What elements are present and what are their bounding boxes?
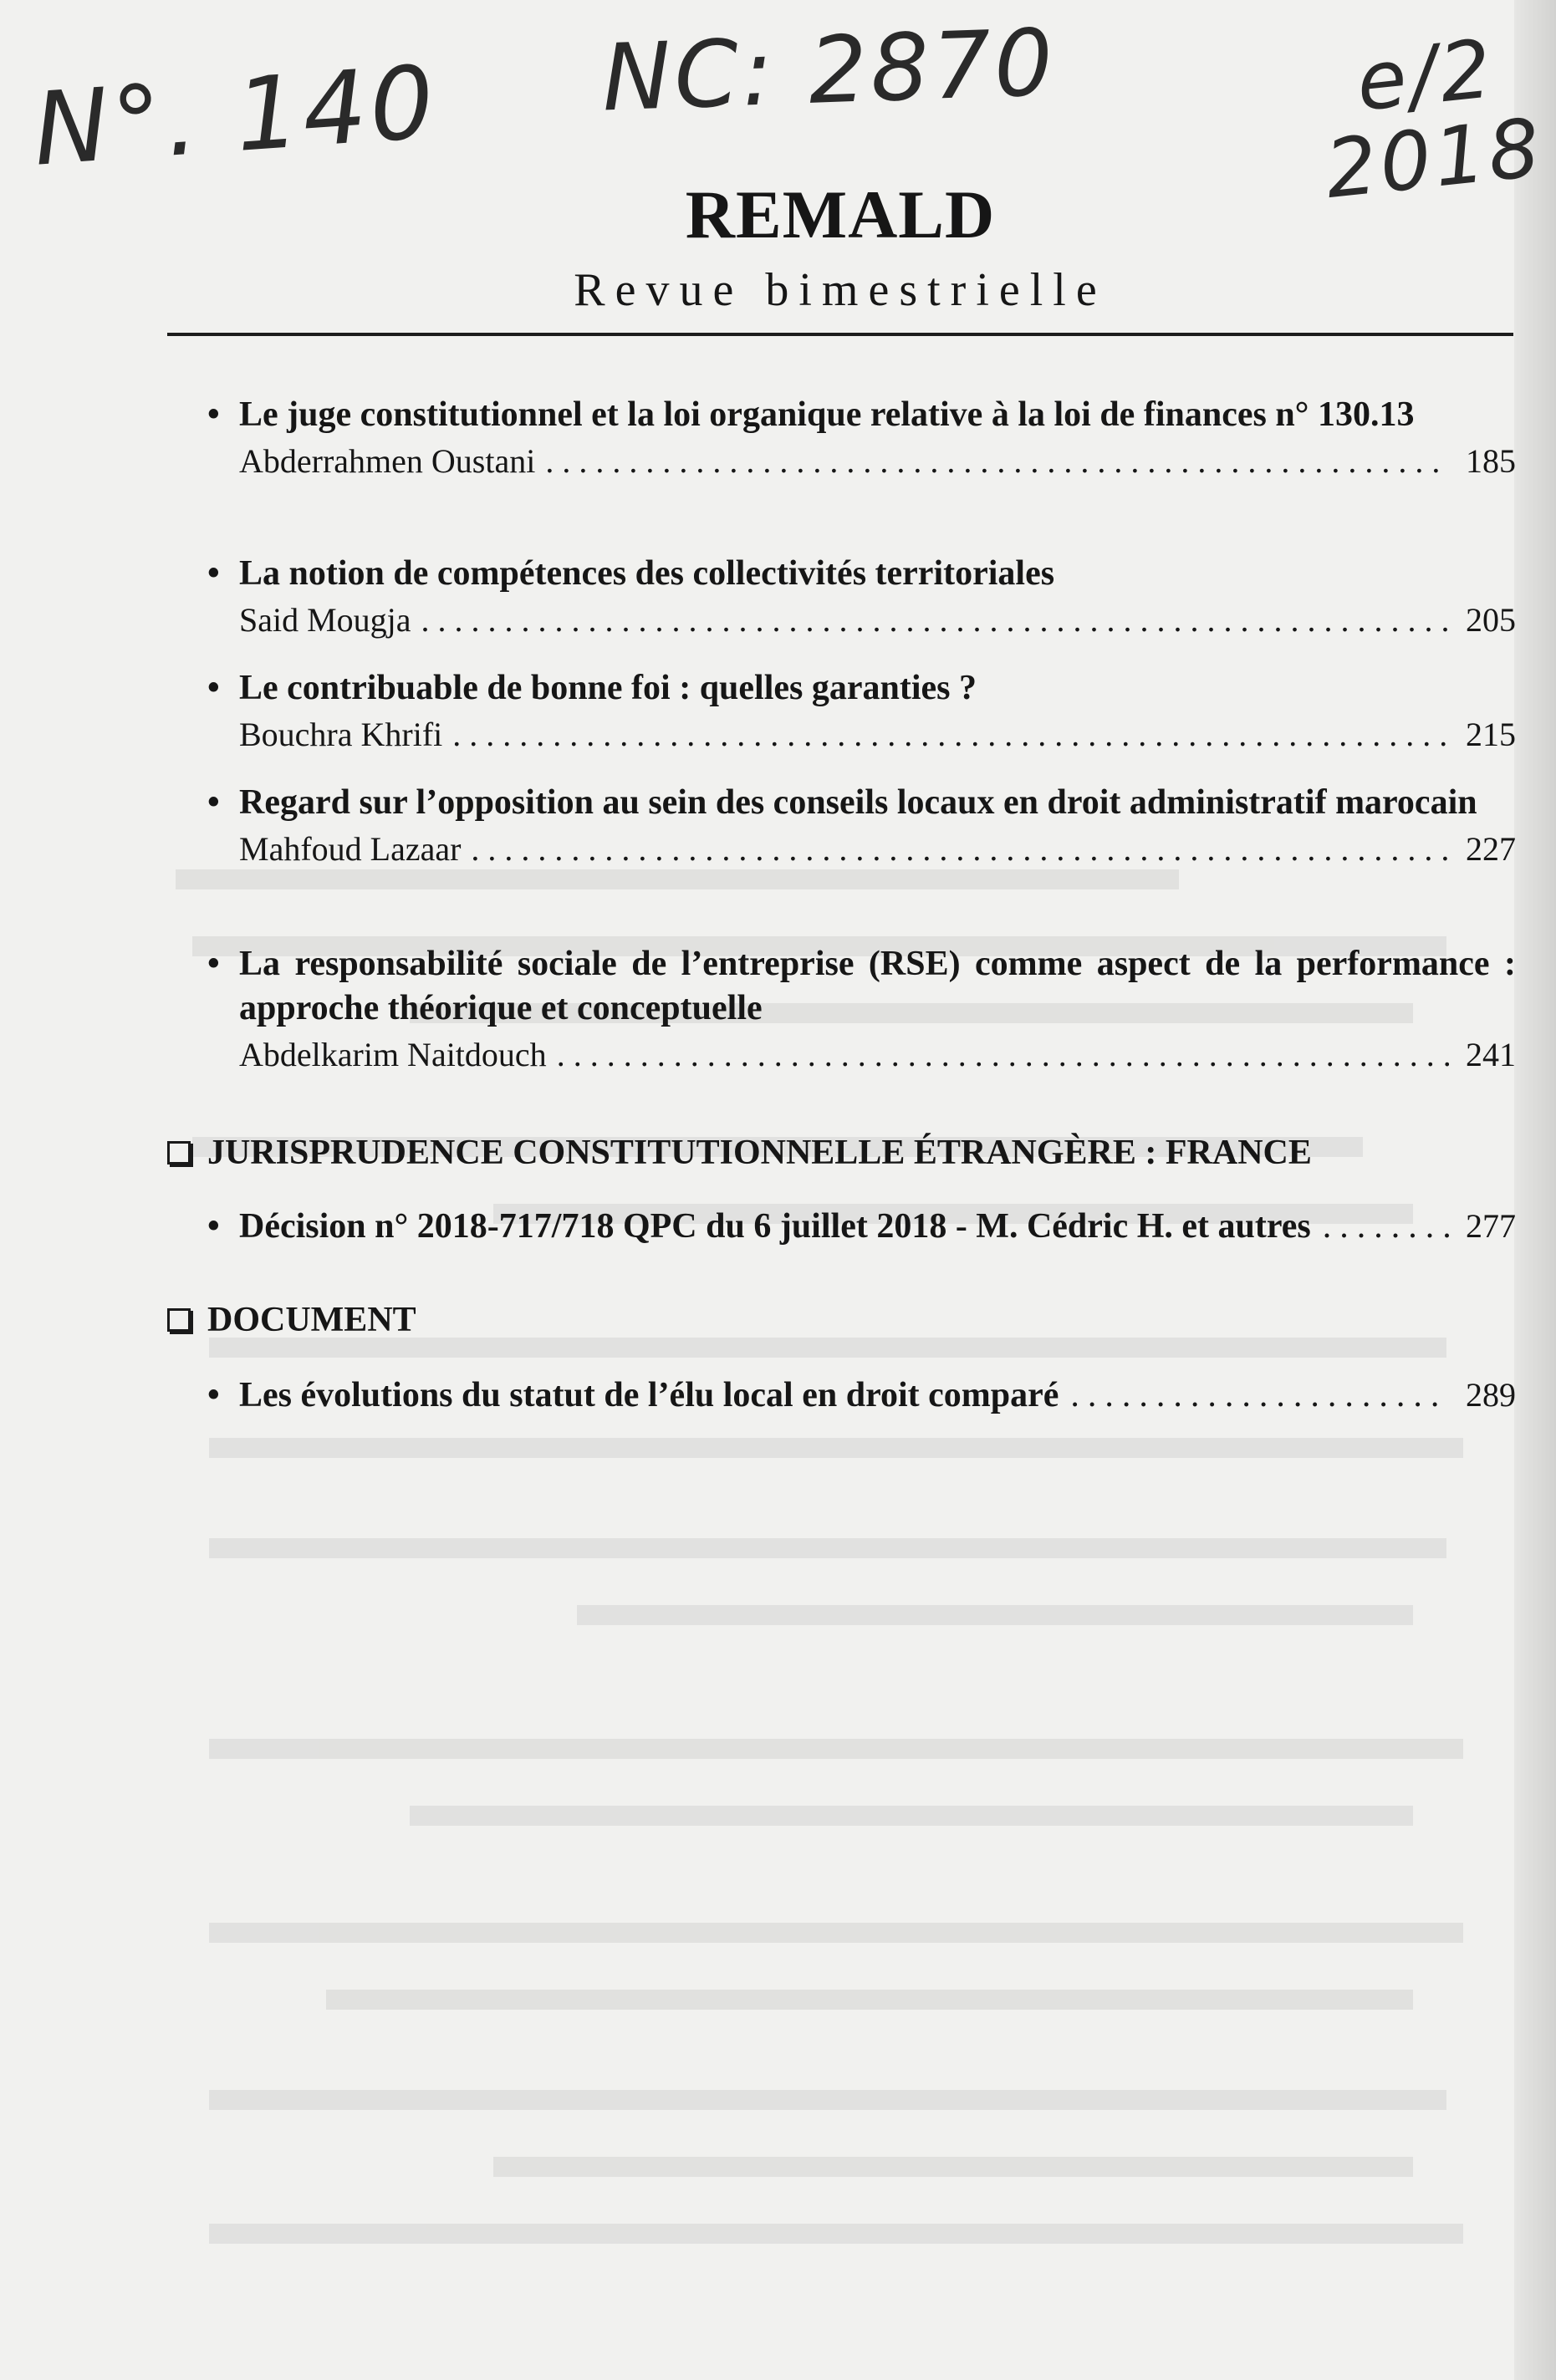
dot-leader <box>421 598 1449 643</box>
toc-entry <box>207 552 1516 643</box>
entry-page-number: 205 <box>1466 601 1516 639</box>
checkbox-square-icon <box>167 1141 191 1165</box>
handwritten-issue-number: N°. 140 <box>29 44 441 189</box>
toc-entry <box>207 1375 1516 1415</box>
bullet-icon: • <box>207 669 220 707</box>
dot-leader <box>545 439 1449 484</box>
checkbox-square-icon <box>167 1308 191 1332</box>
entry-title: Décision n° 2018-717/718 QPC du 6 juillet 2018 - M. Cédric H. et autres <box>239 1207 1311 1246</box>
dot-leader <box>1070 1375 1449 1415</box>
bullet-icon: • <box>207 395 220 434</box>
entry-page-number: 227 <box>1466 830 1516 868</box>
bullet-icon: • <box>207 945 220 983</box>
entry-page-number: 185 <box>1466 442 1516 480</box>
section-heading-text: DOCUMENT <box>207 1301 416 1339</box>
handwritten-reference: NC: 2870 <box>599 8 1059 132</box>
handwritten-date-line2: 2018 <box>1321 100 1548 217</box>
dot-leader <box>471 827 1449 872</box>
journal-subtitle: Revue bimestrielle <box>574 264 1107 316</box>
section-heading <box>167 1300 416 1340</box>
entry-title: Le juge constitutionnel et la loi organique relative à la loi de finances n° 130.13 <box>239 395 1415 434</box>
section-heading-text: JURISPRUDENCE CONSTITUTIONNELLE ÉTRANGÈRE : FRANCE <box>207 1134 1312 1172</box>
section-heading <box>167 1133 1312 1173</box>
entry-page-number: 277 <box>1466 1207 1516 1245</box>
toc-entry <box>207 781 1516 872</box>
entry-page-number: 241 <box>1466 1036 1516 1073</box>
entry-title: Les évolutions du statut de l’élu local en droit comparé <box>239 1376 1059 1414</box>
toc-entry <box>207 666 1516 757</box>
header-rule <box>167 333 1513 336</box>
toc-entry <box>207 942 1516 1078</box>
entry-author: Abderrahmen Oustani <box>239 442 536 480</box>
entry-title: Le contribuable de bonne foi : quelles garanties ? <box>239 669 977 707</box>
dot-leader <box>1323 1206 1449 1246</box>
entry-author: Said Mougja <box>239 601 411 639</box>
entry-author: Mahfoud Lazaar <box>239 830 462 868</box>
entry-author: Abdelkarim Naitdouch <box>239 1036 547 1073</box>
bullet-icon: • <box>207 554 220 593</box>
entry-author: Bouchra Khrifi <box>239 716 443 753</box>
toc-entry <box>207 393 1516 484</box>
bullet-icon: • <box>207 1376 220 1414</box>
journal-title: REMALD <box>685 176 996 252</box>
entry-title: La notion de compétences des collectivités territoriales <box>239 554 1055 593</box>
dot-leader <box>452 712 1449 757</box>
entry-page-number: 289 <box>1466 1376 1516 1414</box>
bullet-icon: • <box>207 1207 220 1246</box>
toc-entry <box>207 1206 1516 1246</box>
dot-leader <box>557 1032 1449 1078</box>
handwritten-date-line1: e/2 <box>1352 21 1499 130</box>
bullet-icon: • <box>207 783 220 822</box>
entry-page-number: 215 <box>1466 716 1516 753</box>
page-edge-shadow <box>1514 0 1556 2380</box>
entry-title: Regard sur l’opposition au sein des conseils locaux en droit administratif marocain <box>239 783 1477 822</box>
entry-title: La responsabilité sociale de l’entreprise (RSE) comme aspect de la performance : approche théorique et conceptuelle <box>239 945 1516 1027</box>
